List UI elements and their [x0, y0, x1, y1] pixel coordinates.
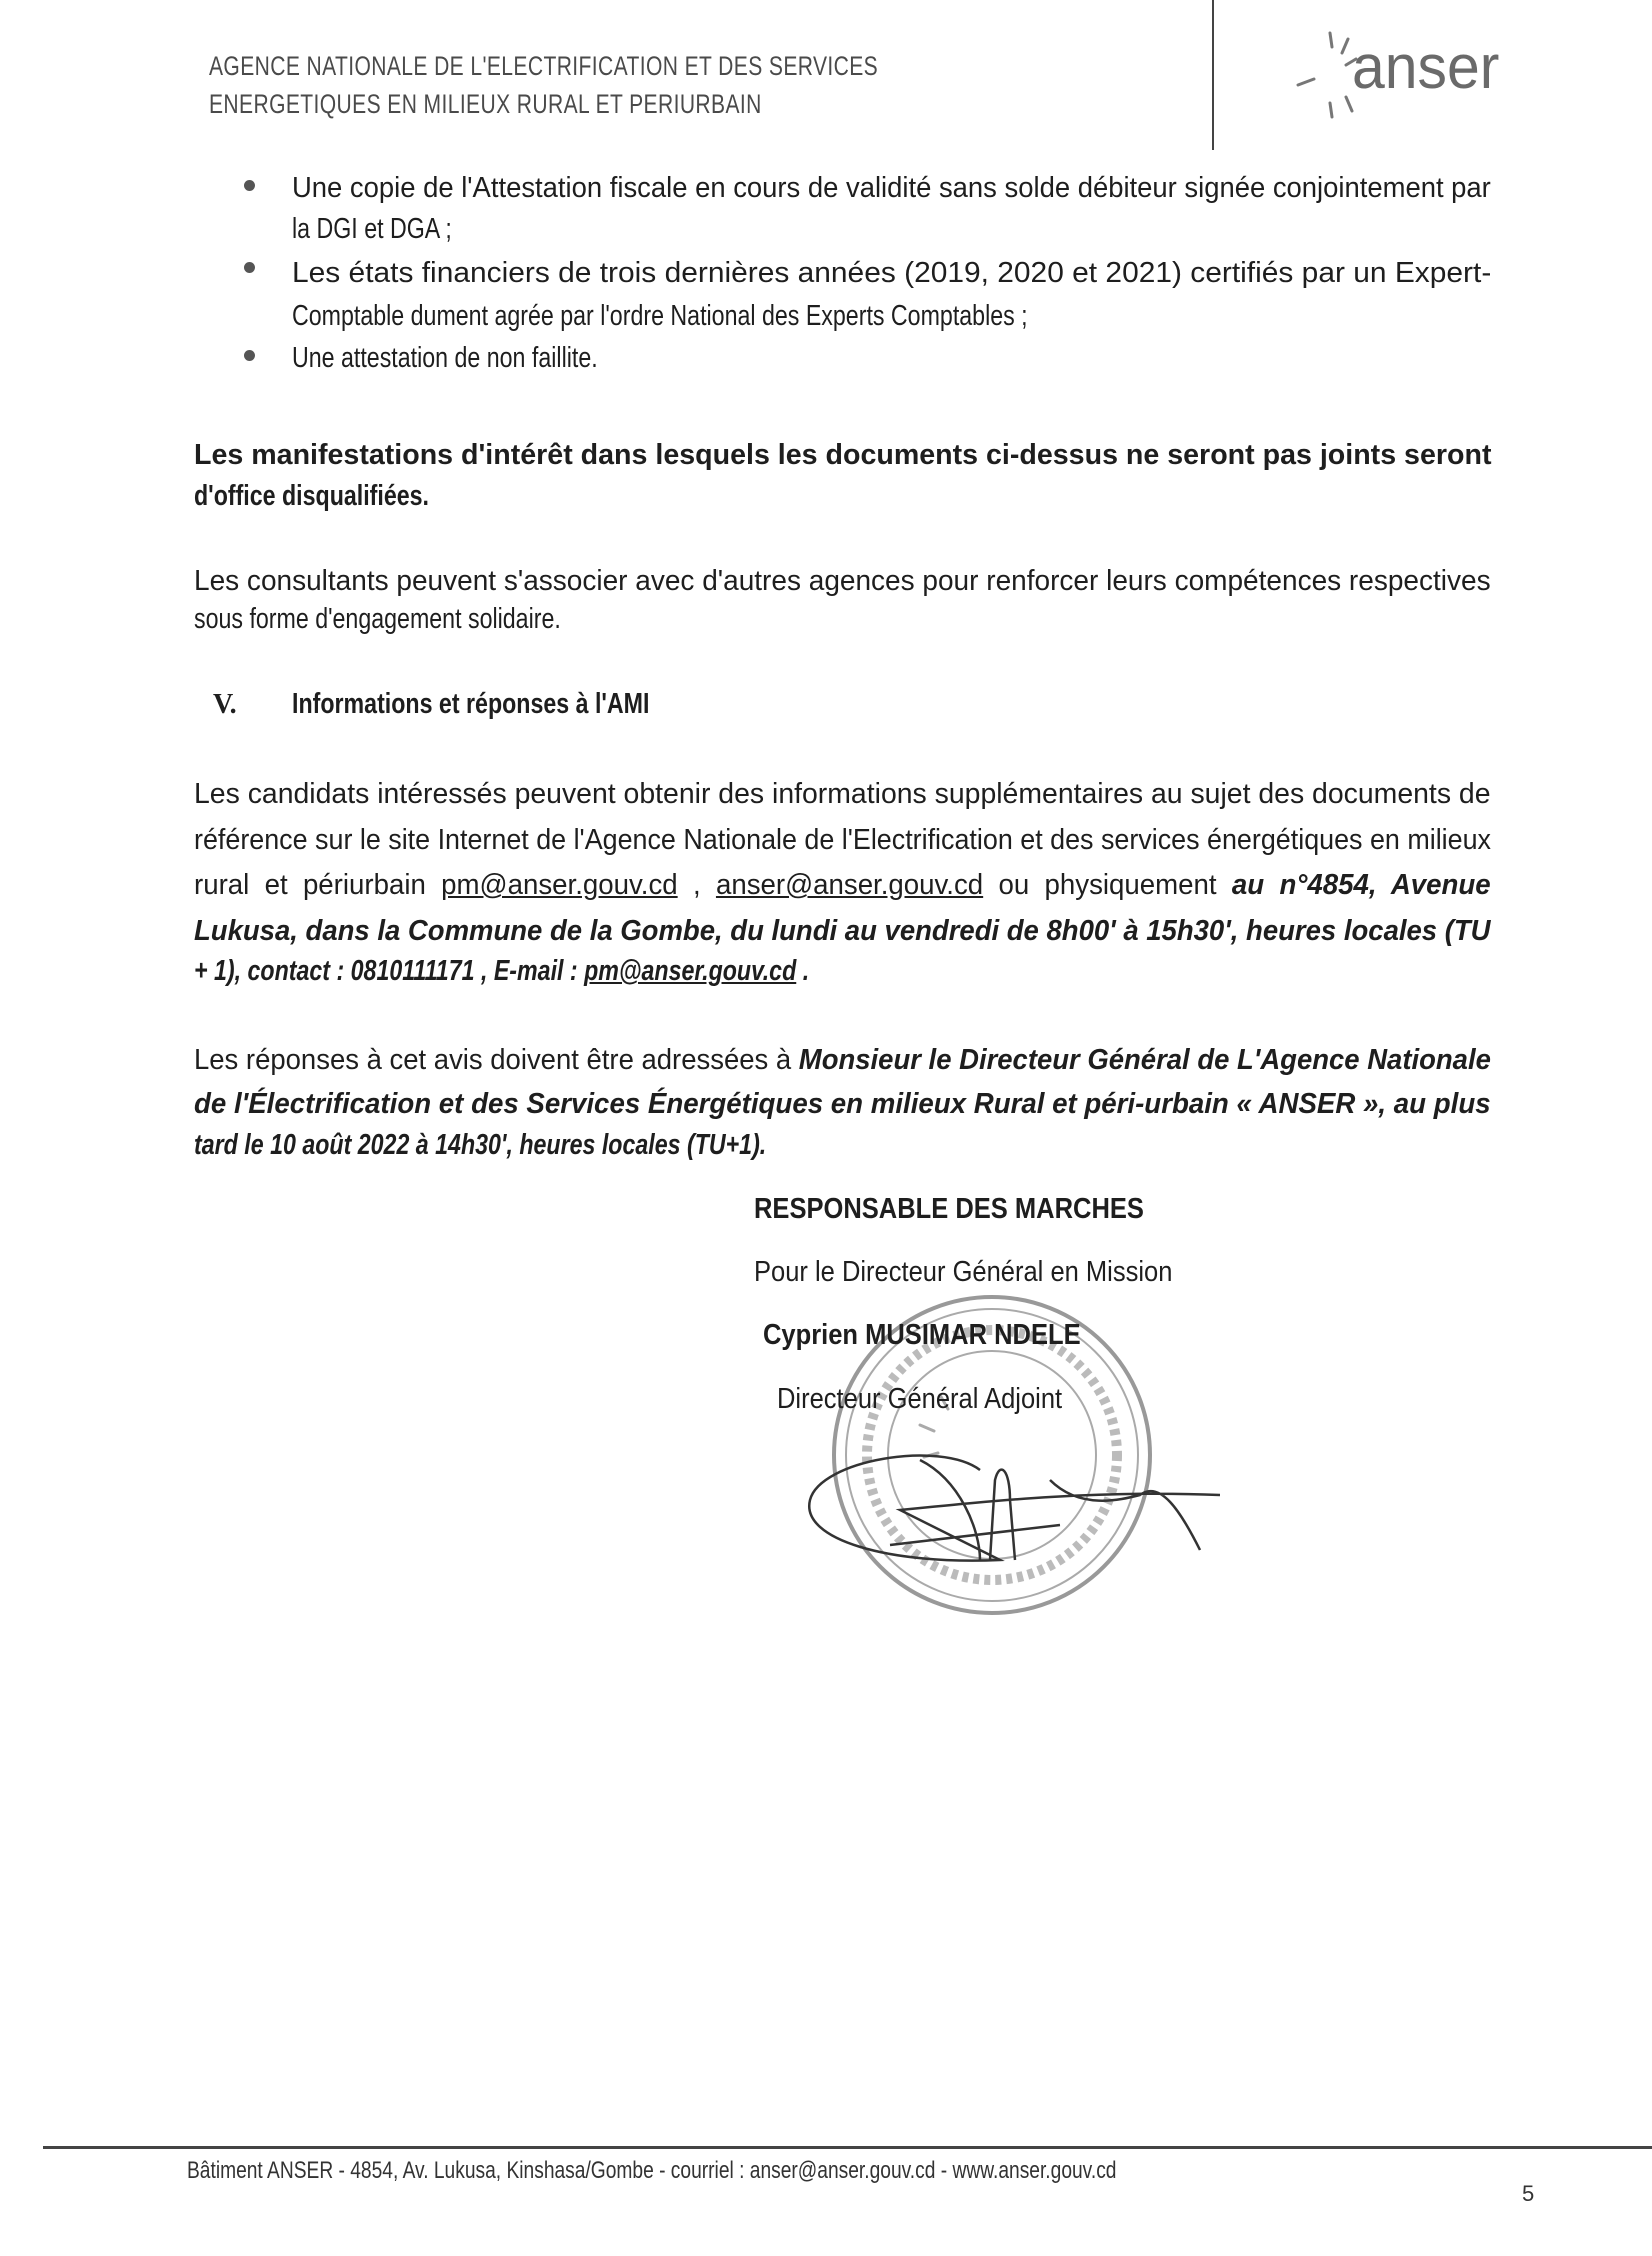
- section-number: V.: [213, 689, 237, 720]
- info-line-1: Les candidats intéressés peuvent obtenir des informations supplémentaires au sujet des documents de: [194, 778, 1491, 810]
- recipient-text: Monsieur le Directeur Général de L'Agence Nationale: [798, 1044, 1491, 1076]
- bullet-icon: [244, 180, 255, 191]
- bullet-1-line-1: Une copie de l'Attestation fiscale en cours de validité sans solde débiteur signée conjointement par: [292, 172, 1491, 204]
- logo-text: anser: [1352, 33, 1500, 102]
- email-link-pm[interactable]: pm@anser.gouv.cd: [441, 869, 678, 901]
- address-text: au n°4854, Avenue: [1231, 869, 1491, 901]
- bullet-icon: [244, 262, 255, 273]
- bullet-3-line-1: Une attestation de non faillite.: [292, 342, 598, 374]
- signatory-role: RESPONSABLE DES MARCHES: [754, 1193, 1144, 1225]
- signatory-title: Directeur Général Adjoint: [777, 1383, 1063, 1415]
- association-line-1: Les consultants peuvent s'associer avec d'autres agences pour renforcer leurs compétences respectives: [194, 565, 1491, 597]
- footer-address: Bâtiment ANSER - 4854, Av. Lukusa, Kinshasa/Gombe - courriel : anser@anser.gouv.cd - www.anser.gouv.cd: [187, 2157, 1117, 2184]
- responses-text: Les réponses à cet avis doivent être adressées à: [194, 1044, 792, 1076]
- period: .: [802, 955, 810, 987]
- signatory-for: Pour le Directeur Général en Mission: [754, 1256, 1173, 1288]
- warning-line-2: d'office disqualifiées.: [194, 480, 429, 512]
- warning-line-1: Les manifestations d'intérêt dans lesquels les documents ci-dessus ne seront pas joints seront: [194, 439, 1492, 471]
- association-line-2: sous forme d'engagement solidaire.: [194, 603, 561, 635]
- bullet-2-line-2: Comptable dument agrée par l'ordre National des Experts Comptables ;: [292, 300, 1028, 332]
- separator: ,: [692, 869, 701, 901]
- responses-line-3: tard le 10 août 2022 à 14h30', heures locales (TU+1).: [194, 1129, 767, 1161]
- info-line-4: Lukusa, dans la Commune de la Gombe, du lundi au vendredi de 8h00' à 15h30', heures locales (TU: [194, 915, 1491, 947]
- page-number: 5: [1522, 2181, 1535, 2206]
- responses-line-1: [194, 1042, 1491, 1078]
- bullet-icon: [244, 350, 255, 361]
- info-line-3: [194, 867, 1491, 903]
- bullet-2-line-1: Les états financiers de trois dernières années (2019, 2020 et 2021) certifiés par un Expert-: [292, 257, 1492, 289]
- handwritten-signature: [800, 1440, 1220, 1600]
- section-title: Informations et réponses à l'AMI: [292, 688, 650, 720]
- info-text: ou physiquement: [998, 869, 1217, 901]
- info-line-5: [194, 953, 809, 989]
- footer-divider: [43, 2146, 1652, 2149]
- contact-text: + 1), contact : 0810111171 , E-mail :: [194, 955, 578, 987]
- bullet-1-line-2: la DGI et DGA ;: [292, 213, 452, 245]
- header-divider: [1212, 0, 1214, 150]
- signatory-name: Cyprien MUSIMAR NDELE: [763, 1319, 1081, 1351]
- info-text: rural et périurbain: [194, 869, 426, 901]
- agency-name-line2: ENERGETIQUES EN MILIEUX RURAL ET PERIURBAIN: [209, 89, 762, 119]
- responses-line-2: de l'Électrification et des Services Énergétiques en milieux Rural et péri-urbain « ANSER », au plus: [194, 1088, 1491, 1120]
- info-line-2: référence sur le site Internet de l'Agence Nationale de l'Electrification et des services énergétiques en milieux: [194, 824, 1491, 856]
- email-link-anser[interactable]: anser@anser.gouv.cd: [715, 869, 984, 901]
- anser-logo: [1290, 25, 1520, 125]
- email-link-contact[interactable]: pm@anser.gouv.cd: [584, 955, 797, 987]
- agency-name-line1: AGENCE NATIONALE DE L'ELECTRIFICATION ET DES SERVICES: [209, 51, 879, 81]
